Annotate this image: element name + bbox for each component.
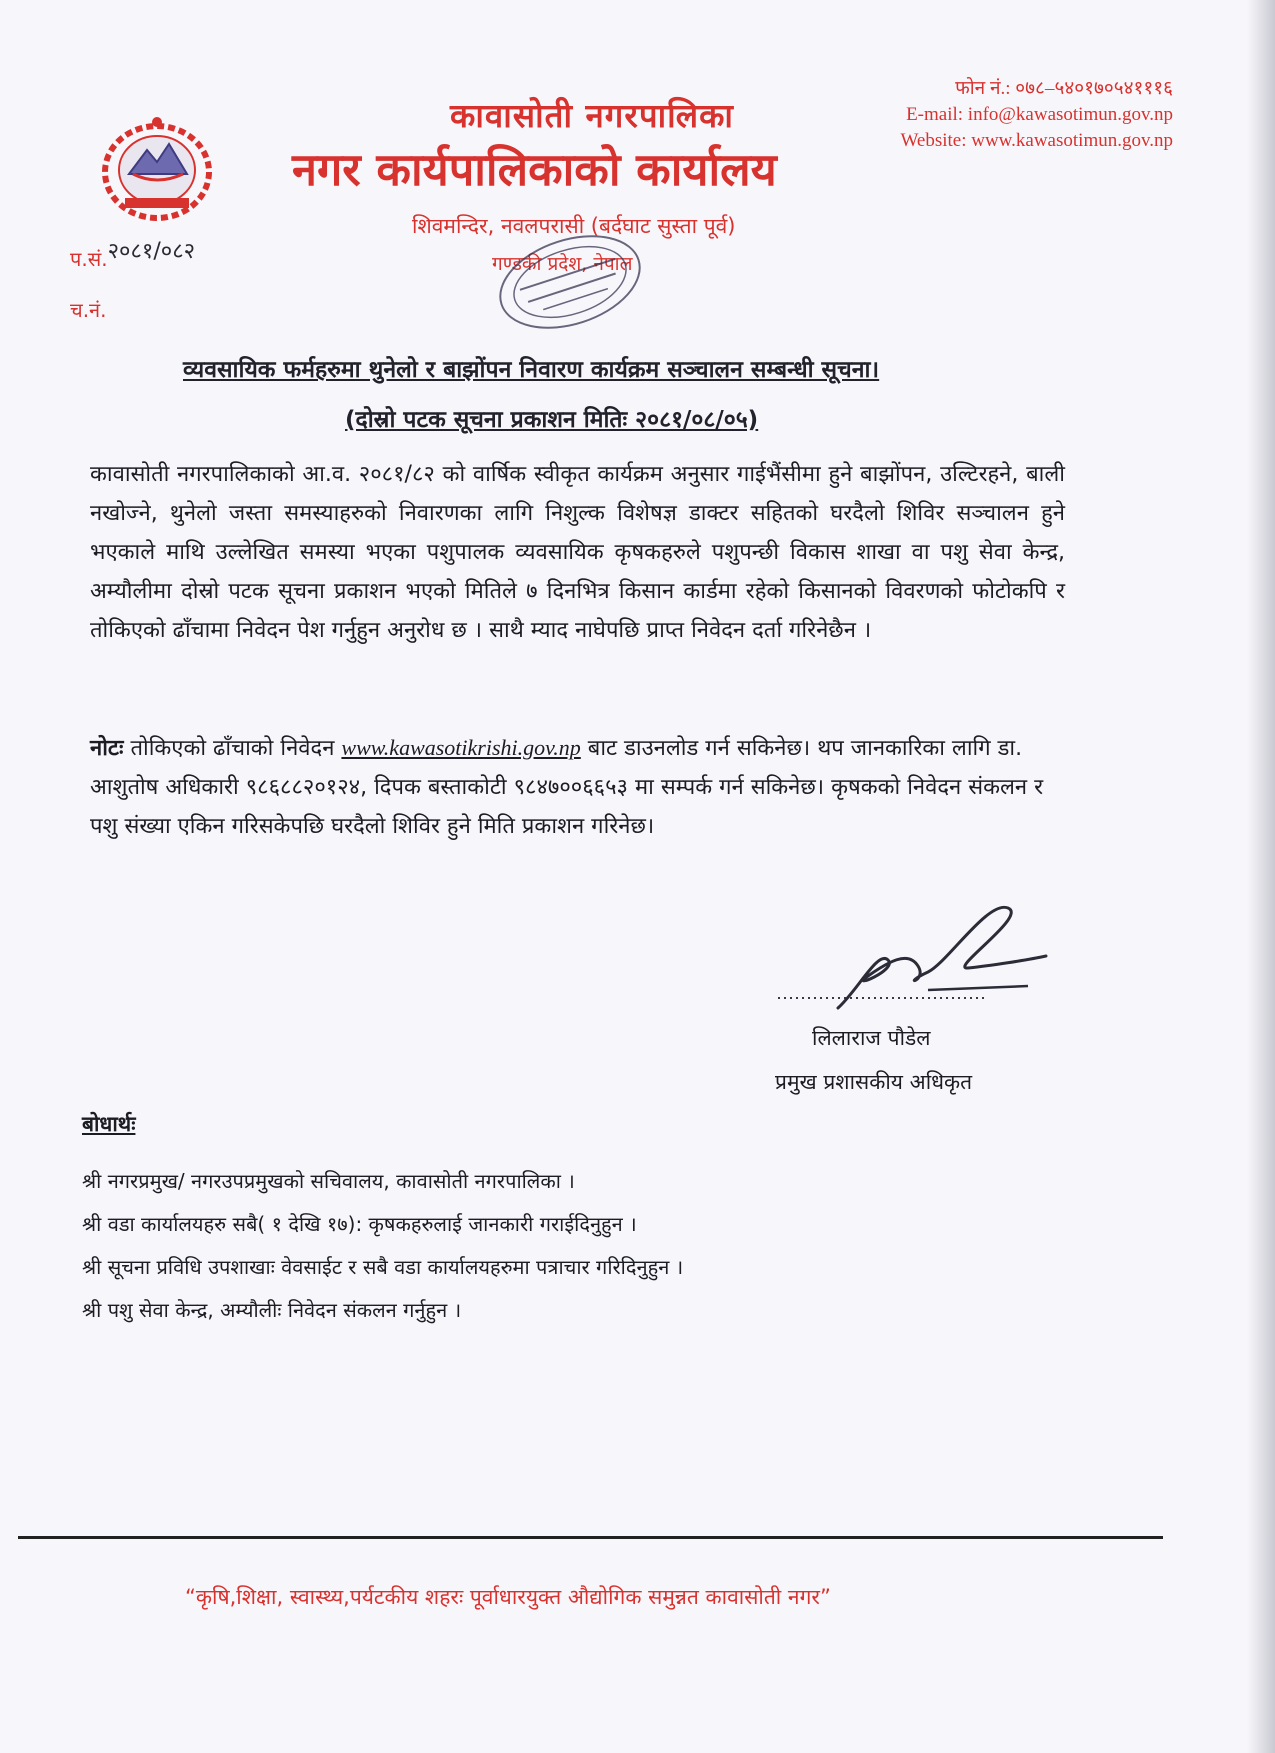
cc-item: श्री नगरप्रमुख/ नगरउपप्रमुखको सचिवालय, कावासोती नगरपालिका । (82, 1169, 575, 1193)
cc-item: श्री वडा कार्यालयहरु सबै( १ देखि १७): कृषकहरुलाई जानकारी गराईदिनुहुन । (82, 1212, 637, 1236)
contact-block (900, 76, 1173, 154)
footer-motto: “कृषि,शिक्षा, स्वास्थ्य,पर्यटकीय शहरः पूर्वाधारयुक्त औद्योगिक समुन्नत कावासोती नगर” (185, 1585, 831, 1609)
email-address: E-mail: info@kawasotimun.gov.np (906, 104, 1173, 125)
nepal-emblem-icon (95, 112, 220, 227)
dispatch-number-label: च.नं. (70, 298, 107, 322)
note-text-before-link: तोकिएको ढाँचाको निवेदन (130, 736, 335, 761)
signatory-name: लिलाराज पौडेल (812, 1026, 931, 1050)
letter-number-value: २०८१/०८२ (107, 239, 196, 264)
cc-item: श्री सूचना प्रविधि उपशाखाः वेवसाईट र सबै वडा कार्यालयहरुमा पत्राचार गरिदिनुहुन । (82, 1255, 684, 1279)
office-address: शिवमन्दिर, नवलपरासी (बर्दघाट सुस्ता पूर्व) (412, 214, 736, 238)
note-label: नोटः (90, 736, 124, 761)
page-edge-shadow (1247, 0, 1275, 1753)
signature (778, 890, 1048, 1020)
notice-body: कावासोती नगरपालिकाको आ.व. २०८१/८२ को वार्षिक स्वीकृत कार्यक्रम अनुसार गाईभैंसीमा हुने बाझोंपन, उल्टिरहने, बाली नखोज्ने, थुनेलो जस्ता समस्याहरुको निवारणका लागि निशुल्क विशेषज्ञ डाक्टर सहितको घरदैलो शिविर सञ्चालन हुने भएकाले माथि उल्लेखित समस्या भएका पशुपालक व्यवसायिक कृषकहरुले पशुपन्छी विकास शाखा वा पशु सेवा केन्द्र, अम्यौलीमा दोस्रो पटक सूचना प्रकाशन भएको मितिले ७ दिनभित्र किसान कार्डमा रहेको किसानको विवरणको फोटोकपि र तोकिएको ढाँचामा निवेदन पेश गर्नुहुन अनुरोध छ । साथै म्याद नाघेपछि प्राप्त निवेदन दर्ता गरिनेछैन । (90, 462, 1065, 643)
note-text-after-link: बाट डाउनलोड गर्न सकिनेछ। थप जानकारिका लागि डा. आशुतोष अधिकारी ९८६८८२०१२४, दिपक बस्ताकोटी ९८४७००६६५३ मा सम्पर्क गर्न सकिनेछ। कृषकको निवेदन संकलन र पशु संख्या एकिन गरिसकेपछि घरदैलो शिविर हुने मिति प्रकाशन गरिनेछ। (90, 736, 1044, 839)
letter-number (70, 239, 196, 273)
notice-subject: व्यवसायिक फर्महरुमा थुनेलो र बाझोंपन निवारण कार्यक्रम सञ्चालन सम्बन्धी सूचना। (183, 357, 880, 383)
signatory-title: प्रमुख प्रशासकीय अधिकृत (775, 1070, 973, 1094)
download-link[interactable]: www.kawasotikrishi.gov.np (341, 735, 581, 760)
footer-divider (18, 1536, 1163, 1539)
cc-list (82, 1160, 683, 1332)
cc-item: श्री पशु सेवा केन्द्र, अम्यौलीः निवेदन संकलन गर्नुहुन । (82, 1298, 462, 1322)
notice-note (90, 728, 1065, 846)
website-address: Website: www.kawasotimun.gov.np (900, 130, 1173, 151)
office-stamp (480, 222, 660, 342)
letter-number-label: प.सं. (70, 247, 108, 271)
office-title: नगर कार्यपालिकाको कार्यालय (292, 143, 777, 196)
phone-number: फोन नं.: ०७८–५४०१७०५४१११६ (955, 78, 1173, 99)
cc-heading: बोधार्थः (82, 1112, 136, 1136)
notice-publication-date: (दोस्रो पटक सूचना प्रकाशन मितिः २०८१/०८/०५) (345, 407, 759, 433)
office-province: गण्डकी प्रदेश, नेपाल (492, 253, 633, 275)
municipality-name: कावासोती नगरपालिका (450, 96, 734, 135)
